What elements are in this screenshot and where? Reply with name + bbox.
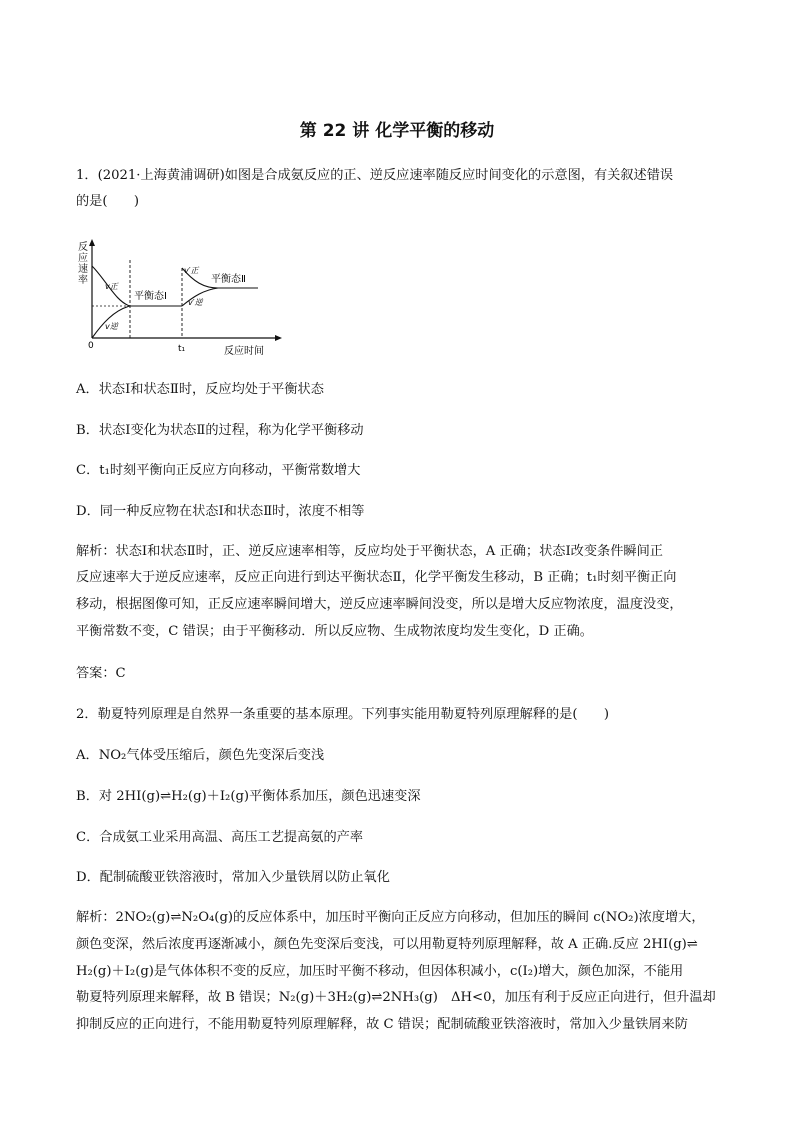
q2-option-c: C．合成氨工业采用高温、高压工艺提高氨的产率	[76, 830, 364, 845]
q1-stem-line-2: 的是( )	[76, 194, 140, 209]
v-reverse-label: v逆	[105, 322, 118, 331]
rate-time-figure	[76, 238, 286, 358]
q2-analysis-line: H₂(g)＋I₂(g)是气体体积不变的反应，加压时平衡不移动，但因体积减小，c(I₂)增大，颜色加深，不能用	[76, 964, 684, 979]
t1-label: t₁	[178, 344, 186, 354]
q1-answer: 答案：C	[76, 666, 126, 681]
q2-analysis-line: 颜色变深，然后浓度再逐渐减小，颜色先变深后变浅，可以用勒夏特列原理解释，故 A 正确.反应 2HI(g)⇌	[76, 937, 698, 952]
q1-analysis-line: 移动，根据图像可知，正反应速率瞬间增大，逆反应速率瞬间没变，所以是增大反应物浓度，温度没变，	[76, 597, 683, 612]
origin-label: 0	[88, 341, 94, 351]
q2-analysis-line: 勒夏特列原理来解释，故 B 错误；N₂(g)＋3H₂(g)⇌2NH₃(g) ΔH<0，加压有利于反应正向进行，但升温却	[76, 990, 716, 1005]
figure-xlabel: 反应时间	[224, 346, 264, 357]
q2-stem: 2．勒夏特列原理是自然界一条重要的基本原理。下列事实能用勒夏特列原理解释的是( )	[76, 707, 609, 722]
v-forward-prime-label: v′正	[184, 266, 199, 275]
q1-option-b: B．状态Ⅰ变化为状态Ⅱ的过程，称为化学平衡移动	[76, 423, 364, 438]
q2-analysis-line: 抑制反应的正向进行，不能用勒夏特列原理解释，故 C 错误；配制硫酸亚铁溶液时，常加入少量铁屑来防	[76, 1017, 688, 1032]
q1-option-c: C．t₁时刻平衡向正反应方向移动，平衡常数增大	[76, 463, 361, 478]
state-1-label: 平衡态Ⅰ	[134, 291, 167, 302]
q2-option-a: A．NO₂气体受压缩后，颜色先变深后变浅	[76, 748, 325, 763]
svg-text:应: 应	[78, 253, 88, 264]
q1-option-d: D．同一种反应物在状态Ⅰ和状态Ⅱ时，浓度不相等	[76, 504, 365, 519]
q1-option-a: A．状态Ⅰ和状态Ⅱ时，反应均处于平衡状态	[76, 382, 324, 397]
q2-option-b: B．对 2HI(g)⇌H₂(g)＋I₂(g)平衡体系加压，颜色迅速变深	[76, 789, 421, 804]
q1-analysis-line: 反应速率大于逆反应速率，反应正向进行到达平衡状态Ⅱ，化学平衡发生移动，B 正确；t₁时刻平衡正向	[76, 570, 677, 585]
q1-analysis-line: 平衡常数不变，C 错误；由于平衡移动．所以反应物、生成物浓度均发生变化，D 正确。	[76, 624, 593, 639]
v-forward-label: v正	[105, 282, 118, 291]
q2-analysis-line: 解析：2NO₂(g)⇌N₂O₄(g)的反应体系中，加压时平衡向正反应方向移动，但加压的瞬间 c(NO₂)浓度增大，	[76, 910, 705, 925]
q1-analysis-line: 解析：状态Ⅰ和状态Ⅱ时，正、逆反应速率相等，反应均处于平衡状态，A 正确；状态Ⅰ改变条件瞬间正	[76, 544, 663, 559]
v-reverse-prime-label: v′逆	[188, 298, 203, 307]
svg-text:速: 速	[78, 264, 88, 275]
page-title: 第 22 讲 化学平衡的移动	[299, 121, 495, 141]
state-2-label: 平衡态Ⅱ	[211, 274, 246, 285]
figure-ylabel: 反	[78, 242, 88, 253]
svg-text:率: 率	[78, 275, 88, 286]
q2-option-d: D．配制硫酸亚铁溶液时，常加入少量铁屑以防止氧化	[76, 870, 390, 885]
q1-stem-line-1: 1．(2021·上海黄浦调研)如图是合成氨反应的正、逆反应速率随反应时间变化的示意图，有关叙述错误	[76, 168, 674, 183]
